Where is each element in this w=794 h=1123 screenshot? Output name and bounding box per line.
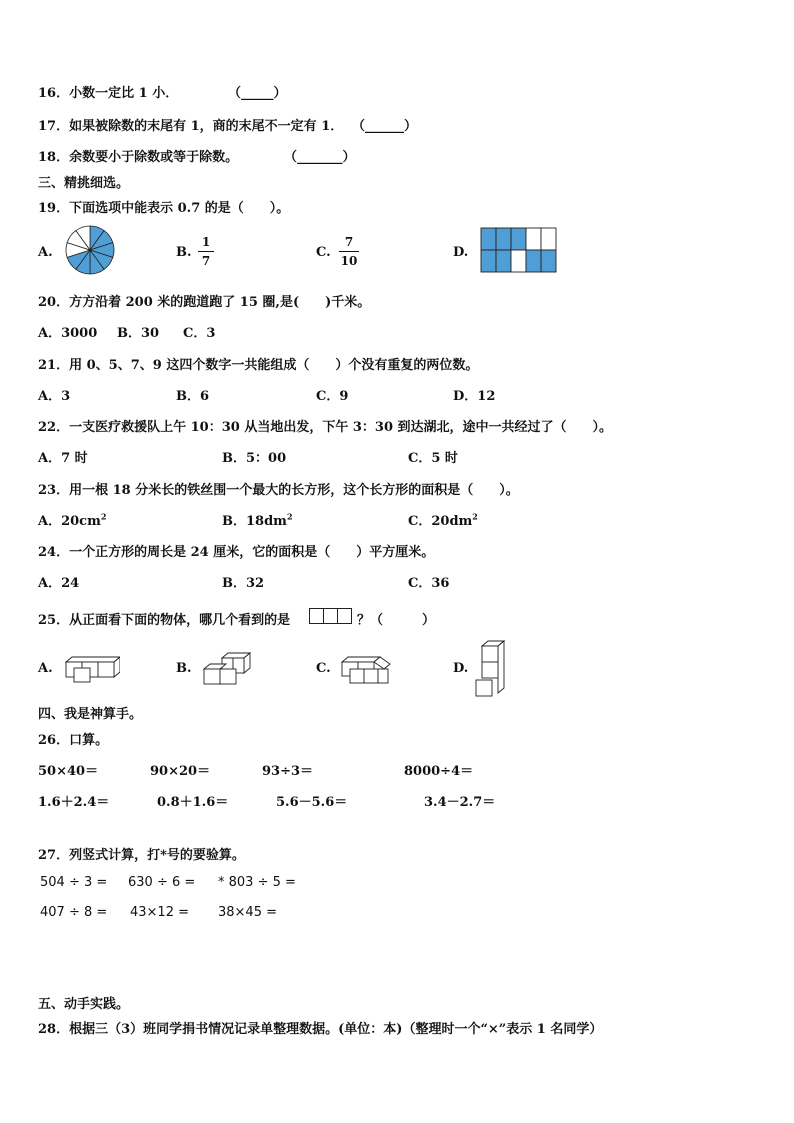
q25-cube-figure-b [200,650,252,686]
q24-option-c[interactable]: C．36 [408,576,450,591]
q19-fraction-b [198,235,214,268]
q20-option-c[interactable]: C．3 [183,326,216,341]
q23-option-c[interactable] [408,510,478,529]
fraction-c-denominator: 10 [340,254,358,268]
q21-option-d[interactable]: D．12 [453,389,496,404]
q18-text: 18．余数要小于除数或等于除数。 [38,150,239,165]
q26-item-2: 90×20＝ [150,764,211,779]
q19-fraction-c [339,235,359,268]
q19-option-b[interactable]: B. [176,245,192,260]
q19-grid-figure [480,227,560,275]
section-3-heading: 三、精挑细选。 [38,176,130,191]
grid-cell [481,228,496,250]
q22-stem: 22．一支医疗救援队上午 10：30 从当地出发，下午 3：30 到达湖北，途中一共经过了（ ）。 [38,420,613,435]
q25-stem-end: ？（ ） [357,613,436,628]
q25-option-d[interactable]: D. [453,661,469,676]
q19-stem: 19．下面选项中能表示 0.7 的是（ ）。 [38,201,290,216]
grid-cell [511,250,526,272]
q22-option-b[interactable]: B．5：00 [222,451,287,466]
fraction-c-numerator: 7 [344,235,354,249]
q26-item-7: 5.6－5.6＝ [276,795,348,810]
q20-option-b[interactable]: B．30 [117,326,160,341]
q20-option-a[interactable]: A．3000 [38,326,98,341]
q25-stem-start: 25．从正面看下面的物体，哪几个看到的是 [38,613,291,628]
q23-option-a-label: A．20cm [38,514,101,529]
q25-front-view-figure [309,608,355,625]
q17-blank[interactable]: （______） [352,119,418,134]
grid-cell [526,228,541,250]
q27-item-5: 43×12 = [130,905,190,920]
fraction-b-numerator: 1 [201,235,211,249]
fraction-b-denominator: 7 [201,254,211,268]
q21-option-b[interactable]: B．6 [176,389,210,404]
q23-option-c-label: C．20dm [408,514,473,529]
q16-text: 16．小数一定比 1 小． [38,86,179,101]
q26-item-4: 8000÷4＝ [404,764,474,779]
q26-item-3: 93÷3＝ [262,764,314,779]
q27-item-1: 504 ÷ 3 = [40,875,108,890]
q22-option-a[interactable]: A．7 时 [38,451,88,466]
grid-cell [541,250,556,272]
q25-cube-figure-d [474,638,508,700]
q27-item-6: 38×45 = [218,905,278,920]
q24-option-a[interactable]: A．24 [38,576,80,591]
q24-option-b[interactable]: B．32 [222,576,265,591]
q26-item-1: 50×40＝ [38,764,99,779]
q25-option-a[interactable]: A. [38,661,53,676]
q19-option-d[interactable]: D. [453,245,469,260]
section-5-heading: 五、动手实践。 [38,997,130,1012]
q27-title: 27．列竖式计算，打*号的要验算。 [38,848,245,863]
q27-item-4: 407 ÷ 8 = [40,905,108,920]
q25-option-b[interactable]: B. [176,661,192,676]
q23-stem: 23．用一根 18 分米长的铁丝围一个最大的长方形，这个长方形的面积是（ ）。 [38,483,519,498]
section-4-heading: 四、我是神算手。 [38,707,143,722]
q27-item-2: 630 ÷ 6 = [128,875,196,890]
q25-cube-figure-a [62,652,120,684]
q19-option-c[interactable]: C. [316,245,331,260]
q26-item-5: 1.6＋2.4＝ [38,795,110,810]
q20-stem: 20．方方沿着 200 米的跑道跑了 15 圈,是( )千米。 [38,295,371,310]
q27-item-3: * 803 ÷ 5 = [218,875,296,890]
q26-item-6: 0.8＋1.6＝ [157,795,229,810]
q23-option-a-exponent: 2 [100,511,107,522]
grid-cell [541,228,556,250]
q28-stem: 28．根据三（3）班同学捐书情况记录单整理数据。(单位：本)（整理时一个“×”表示 1 名同学） [38,1022,603,1037]
q25-option-c[interactable]: C. [316,661,331,676]
q23-option-b[interactable] [222,510,293,529]
grid-cell [496,228,511,250]
grid-cell [526,250,541,272]
q24-stem: 24．一个正方形的周长是 24 厘米，它的面积是（ ）平方厘米。 [38,545,435,560]
q17-text: 17．如果被除数的末尾有 1，商的末尾不一定有 1． [38,119,344,134]
q18-blank[interactable]: （_______） [284,150,356,165]
q19-option-a[interactable]: A. [38,245,53,260]
q25-cube-figure-c [340,652,392,686]
q26-item-8: 3.4－2.7＝ [424,795,496,810]
q22-option-c[interactable]: C．5 时 [408,451,458,466]
grid-cell [511,228,526,250]
q19-pie-figure [64,224,116,276]
grid-cell [481,250,496,272]
q23-option-b-label: B．18dm [222,514,287,529]
q21-stem: 21．用 0、5、7、9 这四个数字一共能组成（ ）个没有重复的两位数。 [38,358,479,373]
q21-option-c[interactable]: C．9 [316,389,349,404]
grid-cell [496,250,511,272]
q23-option-b-exponent: 2 [286,511,293,522]
q16-blank[interactable]: （_____） [228,86,287,101]
q23-option-a[interactable] [38,510,106,529]
q23-option-c-exponent: 2 [472,511,478,522]
q21-option-a[interactable]: A．3 [38,389,71,404]
q26-title: 26．口算。 [38,733,109,748]
